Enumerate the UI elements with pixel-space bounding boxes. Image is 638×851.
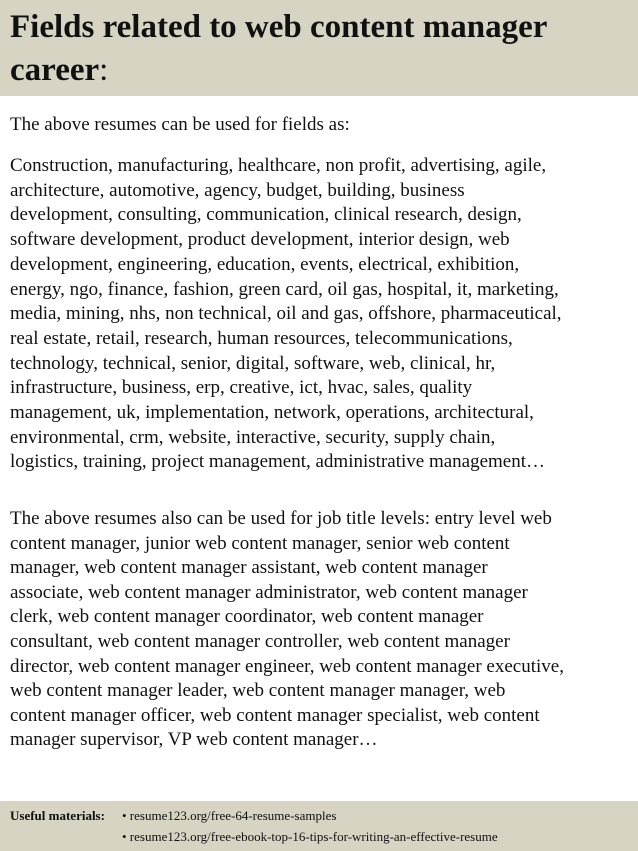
jobs-line: director, web content manager engineer, web content manager executive,	[10, 655, 564, 677]
jobs-line: associate, web content manager administrator, web content manager	[10, 581, 528, 603]
jobs-line: manager supervisor, VP web content manager…	[10, 729, 378, 751]
fields-line: Construction, manufacturing, healthcare, non profit, advertising, agile,	[10, 155, 547, 176]
header-banner	[0, 0, 638, 96]
useful-materials-label: Useful materials:	[10, 808, 105, 823]
fields-line: software development, product development, interior design, web	[10, 229, 510, 251]
page-title-main: Fields related to web content manager career	[10, 9, 547, 88]
fields-line: architecture, automotive, agency, budget, building, business	[10, 179, 465, 201]
fields-line: environmental, crm, website, interactive, security, supply chain,	[10, 426, 496, 448]
jobs-line: manager, web content manager assistant, web content manager	[10, 557, 488, 579]
useful-materials-footer	[0, 801, 638, 851]
resume-samples-link[interactable]: • resume123.org/free-64-resume-samples	[122, 808, 337, 823]
fields-line: technology, technical, senior, digital, software, web, clinical, hr,	[10, 352, 496, 374]
fields-line: development, engineering, education, events, electrical, exhibition,	[10, 253, 520, 275]
fields-line: real estate, retail, research, human resources, telecommunications,	[10, 327, 513, 349]
jobs-line: content manager officer, web content manager specialist, web content	[10, 704, 540, 726]
jobs-line: consultant, web content manager controller, web content manager	[10, 630, 510, 652]
fields-line: logistics, training, project management, administrative management…	[10, 451, 546, 473]
jobs-line: The above resumes also can be used for job title levels: entry level web	[10, 508, 552, 529]
page-title	[10, 6, 630, 92]
page-title-colon: :	[99, 52, 109, 88]
job-titles-paragraph	[10, 507, 636, 753]
intro-text: The above resumes can be used for fields as:	[10, 114, 350, 135]
jobs-line: clerk, web content manager coordinator, web content manager	[10, 606, 484, 628]
fields-line: energy, ngo, finance, fashion, green card, oil gas, hospital, it, marketing,	[10, 278, 559, 300]
fields-line: management, uk, implementation, network, operations, architectural,	[10, 402, 534, 424]
fields-paragraph	[10, 154, 636, 475]
jobs-line: content manager, junior web content manager, senior web content	[10, 532, 510, 554]
fields-line: media, mining, nhs, non technical, oil and gas, offshore, pharmaceutical,	[10, 303, 562, 325]
ebook-tips-link[interactable]: • resume123.org/free-ebook-top-16-tips-for-writing-an-effective-resume	[122, 829, 498, 844]
fields-line: development, consulting, communication, clinical research, design,	[10, 204, 522, 226]
fields-line: infrastructure, business, erp, creative, ict, hvac, sales, quality	[10, 377, 473, 399]
jobs-line: web content manager leader, web content manager manager, web	[10, 680, 506, 702]
